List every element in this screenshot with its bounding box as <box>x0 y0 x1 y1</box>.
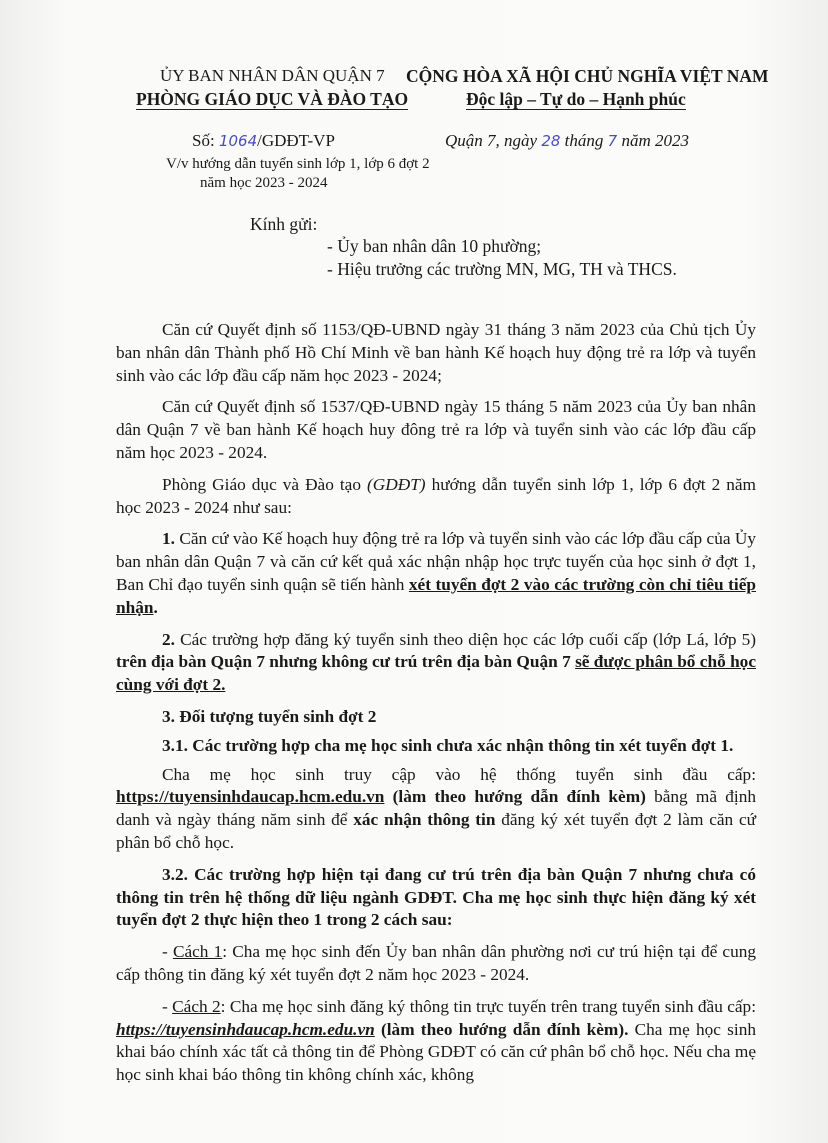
section-text: Căn cứ vào Kế hoạch huy động trẻ ra lớp và tuyển sinh vào các lớp đầu cấp của Ủy ban nhân dân Quận 7 và căn cứ kết quả xác nhận nhập học trực tuyến của học sinh ở đợt 1, Ban Chỉ đạo tuyển sinh quận sẽ tiến hành <box>116 529 756 594</box>
method-2 <box>116 996 756 1087</box>
enrollment-link[interactable]: https://tuyensinhdaucap.hcm.edu.vn <box>116 1019 375 1039</box>
section-emphasis: sẽ được phân bổ chỗ học cùng với đợt 2. <box>116 652 756 695</box>
recipient-item: - Hiệu trưởng các trường MN, MG, TH và THCS. <box>327 259 677 279</box>
intro-paragraph <box>116 474 756 520</box>
recipient-item: - Ủy ban nhân dân 10 phường; <box>327 236 542 256</box>
method-dash: - <box>162 996 173 1016</box>
section-bold-text: trên địa bàn Quận 7 nhưng không cư trú trên địa bàn Quận 7 <box>116 652 576 672</box>
date-place: Quận 7, ngày <box>445 131 542 150</box>
method-label: Cách 2 <box>172 996 221 1016</box>
subject-line-2: năm học 2023 - 2024 <box>200 175 328 191</box>
issuer-department-text: PHÒNG GIÁO DỤC VÀ ĐÀO TẠO <box>136 89 409 109</box>
method-1 <box>116 941 756 987</box>
document-number-suffix: /GDĐT-VP <box>257 131 335 150</box>
enrollment-link[interactable]: https://tuyensinhdaucap.hcm.edu.vn <box>116 787 385 807</box>
section-3-2-heading: 3.2. Các trường hợp hiện tại đang cư trú trên địa bàn Quận 7 nhưng chưa có thông tin trên hệ thống dữ liệu ngành GDĐT. Cha mẹ học sinh thực hiện đăng ký xét tuyển đợt 2 thực hiện theo 1 trong 2 cách sau: <box>116 864 756 930</box>
intro-text: hướng dẫn tuyển sinh lớp 1, lớp 6 đợt 2 năm học 2023 - 2024 như sau: <box>116 474 756 517</box>
section-text: bằng mã định danh và ngày tháng năm sinh để <box>116 787 757 830</box>
handwritten-number: 1064 <box>218 132 258 150</box>
section-bold-text: (làm theo hướng dẫn đính kèm). <box>374 1019 629 1039</box>
legal-basis-paragraph: Căn cứ Quyết định số 1537/QĐ-UBND ngày 15 tháng 5 năm 2023 của Ủy ban nhân dân Quận 7 về ban hành Kế hoạch huy đông trẻ ra lớp và tuyển sinh vào các lớp đầu cấp năm học 2023 - 2024. <box>116 397 756 462</box>
handwritten-day: 28 <box>541 132 561 150</box>
issuer-department <box>136 89 408 110</box>
document-number-prefix: Số: <box>192 131 219 150</box>
section-text-end: . <box>153 597 158 617</box>
national-title: CỘNG HÒA XÃ HỘI CHỦ NGHĨA VIỆT NAM <box>406 66 769 86</box>
method-text: : Cha mẹ học sinh đến Ủy ban nhân dân phường nơi cư trú hiện tại để cung cấp thông tin đăng ký xét tuyển đợt 2 năm học 2023 - 2024. <box>116 942 757 984</box>
document-date <box>445 131 689 151</box>
method-text: Cha mẹ học sinh khai báo chính xác tất cả thông tin để Phòng GDĐT có căn cứ phân bổ chỗ học. Nếu cha mẹ học sinh khai báo thông tin không chính xác, không <box>116 1019 756 1085</box>
intro-abbrev: (GDĐT) <box>367 474 426 494</box>
section-text: Cha mẹ học sinh truy cập vào hệ thống tuyển sinh đầu cấp: <box>162 764 756 784</box>
date-year: năm 2023 <box>617 131 689 150</box>
method-text: : Cha mẹ học sinh đăng ký thông tin trực tuyến trên trang tuyển sinh đầu cấp: <box>220 996 756 1016</box>
subject-line-1: V/v hướng dẫn tuyển sinh lớp 1, lớp 6 đợt 2 <box>166 156 430 172</box>
date-month-label: tháng <box>560 131 608 150</box>
section-emphasis: xét tuyển đợt 2 vào các trường còn chỉ tiêu tiếp nhận <box>116 574 756 617</box>
section-number: 2. <box>162 629 175 649</box>
issuer-authority: ỦY BAN NHÂN DÂN QUẬN 7 <box>160 66 385 85</box>
section-2 <box>116 629 756 697</box>
intro-text: Phòng Giáo dục và Đào tạo <box>162 474 367 494</box>
document-body <box>116 319 756 1096</box>
section-3-heading: 3. Đối tượng tuyển sinh đợt 2 <box>162 706 377 726</box>
section-bold-text: xác nhận thông tin <box>353 810 496 830</box>
section-3-1-heading: 3.1. Các trường hợp cha mẹ học sinh chưa xác nhận thông tin xét tuyển đợt 1. <box>162 735 734 755</box>
section-text: đăng ký xét tuyển đợt 2 làm căn cứ phân bổ chỗ học. <box>116 810 756 852</box>
section-bold-text: (làm theo hướng dẫn đính kèm) <box>384 787 646 807</box>
section-text: Các trường hợp đăng ký tuyển sinh theo diện học các lớp cuối cấp (lớp Lá, lớp 5) <box>174 629 756 649</box>
recipients-label: Kính gửi: <box>250 214 318 234</box>
method-dash: - <box>162 942 173 962</box>
section-3-1-text <box>116 764 756 855</box>
legal-basis-paragraph: Căn cứ Quyết định số 1153/QĐ-UBND ngày 31 tháng 3 năm 2023 của Chủ tịch Ủy ban nhân dân Thành phố Hồ Chí Minh về ban hành Kế hoạch huy động trẻ ra lớp và tuyển sinh vào các lớp đầu cấp năm học 2023 - 2024; <box>116 320 756 385</box>
section-number: 1. <box>162 529 175 549</box>
document-number <box>192 131 335 151</box>
section-1 <box>116 528 756 619</box>
method-label: Cách 1 <box>172 942 223 962</box>
national-motto-text: Độc lập – Tự do – Hạnh phúc <box>466 89 686 109</box>
handwritten-month: 7 <box>607 132 618 150</box>
national-motto <box>466 89 686 110</box>
